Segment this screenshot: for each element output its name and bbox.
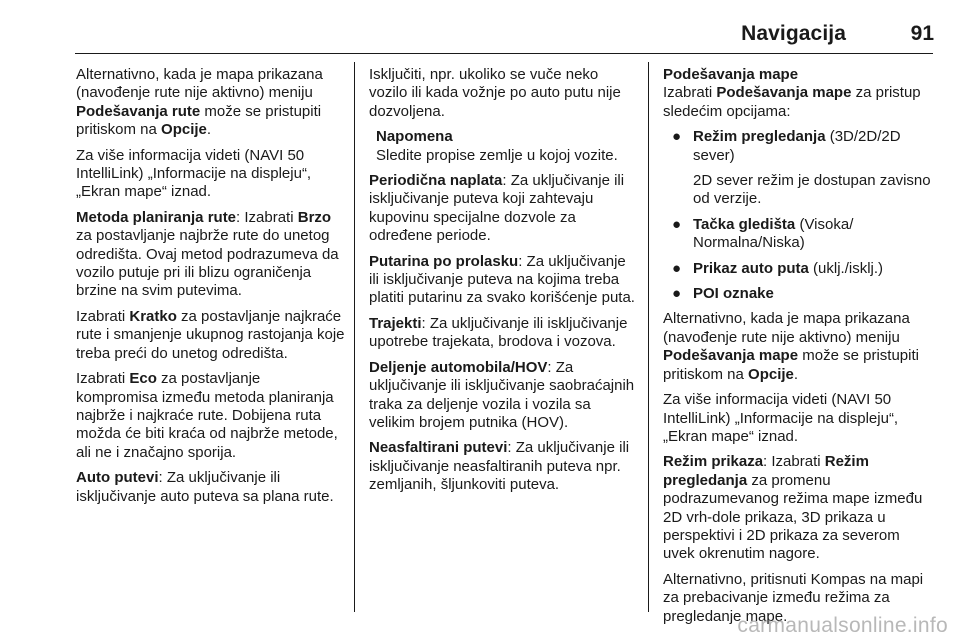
text: : Izabrati [236, 208, 298, 226]
text: za postavljanje kompromisa između metoda planiranja najbrže i najkraće rute. Dobijena ruta možda će biti kraća od najbrže metode, ali ne i značajno sporija. [76, 370, 338, 461]
option-term: POI oznake [693, 285, 774, 303]
text: (Visoka/ Normalna/Niska) [693, 215, 854, 252]
page-header [0, 0, 960, 56]
option-term: Trajekti [369, 314, 422, 332]
note-text: Sledite propise zemlje u kojoj vozite. [376, 146, 618, 164]
paragraph: Alternativno, pritisnuti Kompas na mapi za prebacivanje između režima za pregledanje mape. [663, 570, 924, 625]
option-term: Kratko [129, 307, 177, 325]
paragraph [76, 66, 346, 140]
paragraph [369, 439, 639, 494]
text: Izabrati [76, 370, 130, 388]
option-term: Auto putevi [76, 469, 159, 487]
sub-text: 2D sever režim je dostupan zavisno od verzije. [693, 172, 931, 208]
text: : Izabrati [763, 453, 825, 471]
paragraph [76, 370, 346, 462]
column-divider [354, 62, 355, 612]
text: za postavljanje najkraće rute i smanjenje ukupnog rastojanja koje treba preći do unetog odredišta. [76, 307, 345, 362]
text-column-3 [663, 66, 933, 633]
menu-term: Opcije [748, 365, 794, 383]
text: Izabrati [663, 84, 717, 102]
paragraph: Za više informacija videti (NAVI 50 IntelliLink) „Informacije na displeju“, „Ekran mape“ iznad. [76, 146, 312, 201]
options-list [663, 128, 933, 303]
section-heading [663, 66, 933, 84]
text-column-1 [76, 66, 346, 513]
bullet-icon: ● [672, 285, 682, 303]
option-term: Periodična naplata [369, 172, 503, 190]
list-item [663, 260, 933, 278]
note-title: Napomena [376, 128, 453, 146]
header-rule [75, 53, 933, 54]
bullet-icon: ● [672, 259, 682, 277]
text: : Za uključivanje ili isključivanje neasfaltiranih puteva npr. zemljanih, šljunkoviti puteva. [369, 439, 630, 494]
text: Alternativno, kada je mapa prikazana (navođenje rute nije aktivno) meniju [663, 310, 910, 346]
option-term: Prikaz auto puta [693, 259, 809, 277]
text: : Za uključivanje ili isključivanje puteva na kojima treba platiti putarinu za svako korišćenje puta. [369, 252, 635, 307]
option-term: Brzo [297, 208, 332, 226]
text: za pristup sledećim opcijama: [663, 84, 921, 120]
text: za promenu podrazumevanog režima mape između 2D vrh-dole prikaza, 3D prikaza u perspektivi i 2D prikaza za severom uvek okrenutim nagore. [663, 471, 923, 563]
list-item [663, 216, 933, 253]
option-term: Režim prikaza [663, 453, 764, 471]
bullet-icon: ● [672, 128, 682, 146]
watermark: carmanualsonline.info [737, 614, 948, 637]
text: : Za uključivanje ili isključivanje saobraćajnih traka za deljenje vozila i vozila sa velikim brojem putnika (HOV). [369, 358, 635, 431]
menu-term: Podešavanja mape [716, 84, 852, 102]
text: može se pristupiti pritiskom na [76, 102, 322, 139]
bullet-icon: ● [672, 215, 682, 233]
paragraph [369, 172, 639, 246]
menu-term: Podešavanja mape [663, 347, 799, 365]
option-term: Režim pregledanja [663, 453, 869, 489]
text: može se pristupiti pritiskom na [663, 347, 919, 383]
text-column-2 [369, 66, 639, 502]
paragraph [663, 453, 933, 563]
paragraph [369, 315, 639, 352]
page-number: 91 [910, 22, 934, 45]
list-item [663, 128, 933, 209]
paragraph [663, 84, 933, 121]
paragraph [76, 469, 346, 506]
paragraph [76, 209, 346, 301]
menu-term: Podešavanja rute [76, 102, 201, 120]
option-term: Režim pregledanja [693, 128, 826, 146]
text: za postavljanje najbrže rute do unetog odredišta. Ovaj metod podrazumeva da vozilo putuje pri ili blizu ograničenja brzine na svim putevima. [76, 227, 339, 300]
text: : Za uključivanje ili isključivanje puteva koji zahtevaju kupovinu specijalne dozvole za određene periode. [369, 172, 625, 245]
column-divider [648, 62, 649, 612]
paragraph [663, 310, 933, 384]
text: (uklj./isklj.) [808, 259, 884, 277]
note-box [369, 128, 639, 165]
paragraph [369, 359, 639, 433]
paragraph: Isključiti, npr. ukoliko se vuče neko vozilo ili kada vožnje po auto putu nije dozvoljena. [369, 66, 621, 120]
heading-text: Podešavanja mape [663, 66, 799, 83]
option-term: Metoda planiranja rute [76, 208, 237, 226]
option-term: Eco [129, 370, 157, 388]
text: Izabrati [76, 307, 130, 325]
paragraph: Za više informacija videti (NAVI 50 IntelliLink) „Informacije na displeju“, „Ekran mape“ iznad. [663, 391, 899, 445]
text: (3D/2D/2D sever) [693, 128, 901, 164]
paragraph [76, 308, 346, 363]
text: . [793, 365, 799, 383]
menu-term: Opcije [161, 121, 207, 139]
option-term: Deljenje automobila/HOV [369, 358, 548, 376]
text: : Za uključivanje ili isključivanje auto puteva sa plana rute. [76, 469, 334, 505]
list-item [663, 285, 933, 303]
option-term: Putarina po prolasku [369, 252, 519, 270]
text: . [206, 121, 212, 139]
section-title: Navigacija [741, 22, 846, 45]
option-term: Tačka gledišta [693, 215, 796, 233]
text: : Za uključivanje ili isključivanje upotrebe trajekata, brodova i vozova. [369, 314, 628, 351]
option-term: Neasfaltirani putevi [369, 439, 508, 457]
text: Alternativno, kada je mapa prikazana (navođenje rute nije aktivno) meniju [76, 66, 323, 102]
paragraph [369, 253, 639, 308]
